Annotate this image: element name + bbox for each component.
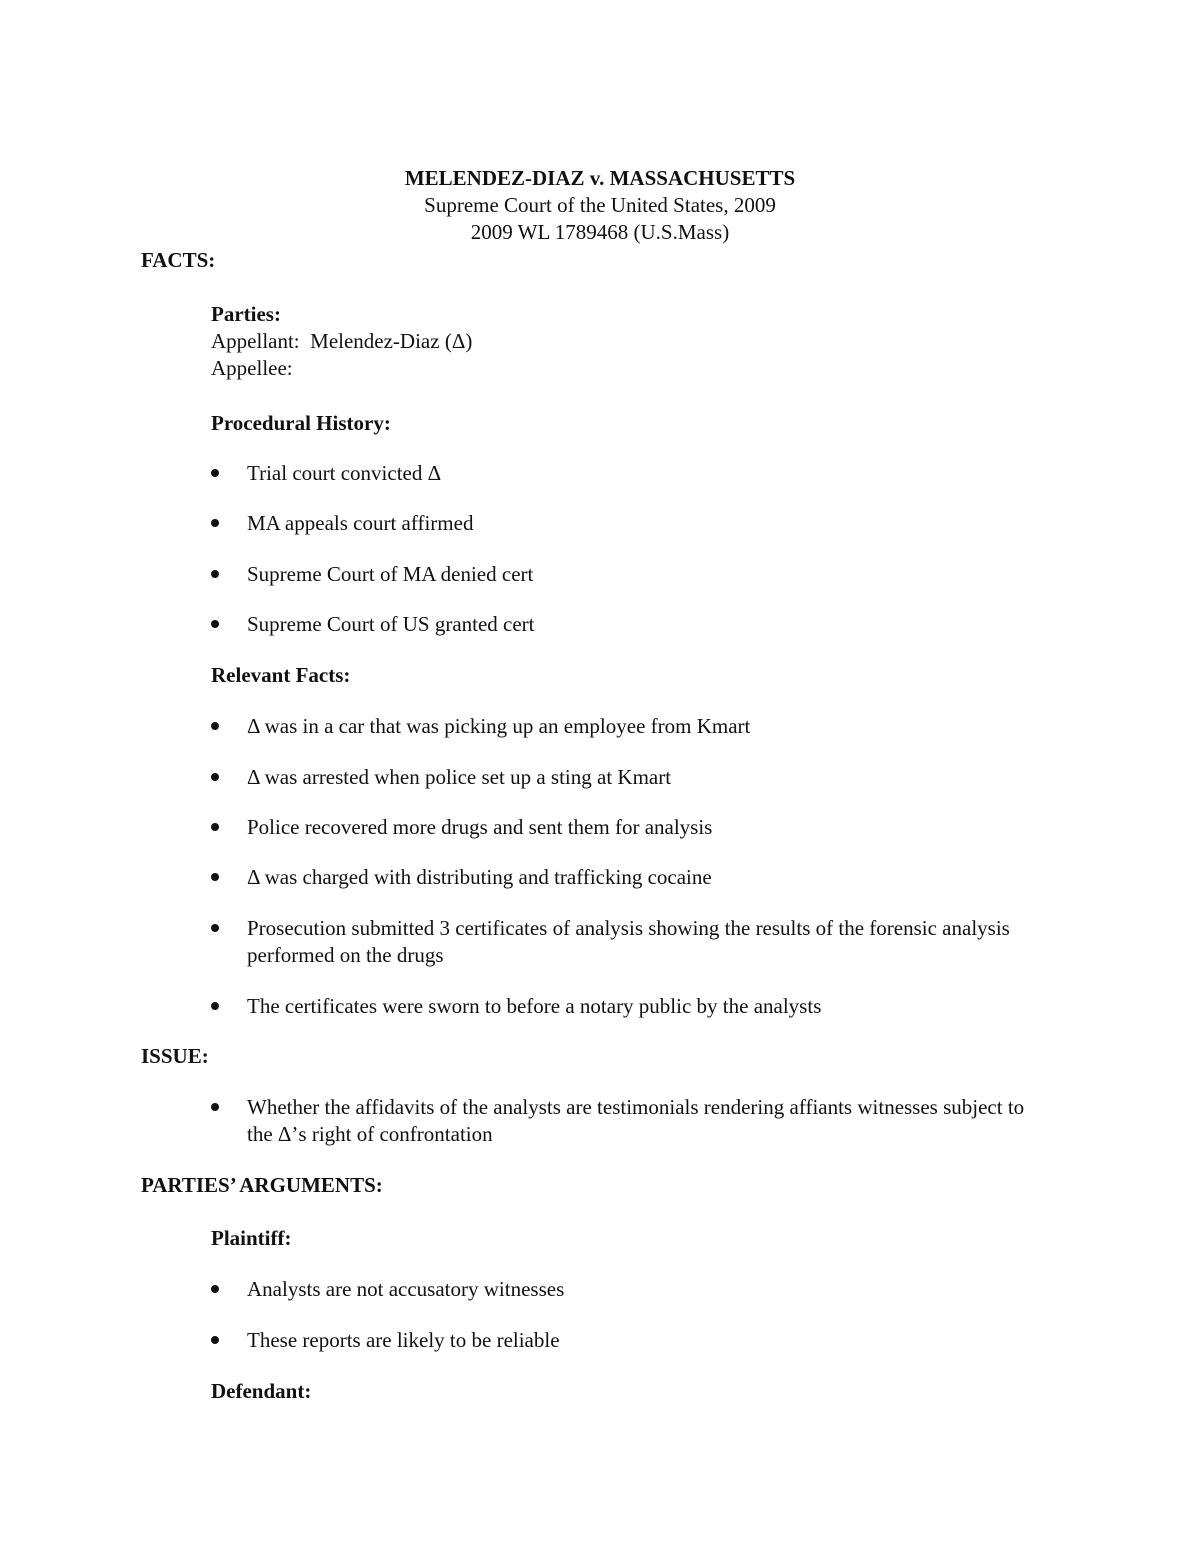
bullet-icon: [211, 519, 219, 527]
bullet-icon: [211, 773, 219, 781]
list-item: Supreme Court of US granted cert: [211, 611, 1041, 638]
bullet-icon: [211, 873, 219, 881]
parties-heading: Parties:: [211, 302, 281, 326]
list-item: MA appeals court affirmed: [211, 510, 1041, 537]
list-item: Trial court convicted Δ: [211, 460, 1041, 487]
list-item: Δ was arrested when police set up a sting at Kmart: [211, 764, 1041, 791]
defendant-heading: Defendant:: [211, 1379, 312, 1403]
arguments-heading: PARTIES’ ARGUMENTS:: [141, 1173, 383, 1197]
case-header: [0, 165, 1200, 246]
bullet-icon: [211, 1285, 219, 1293]
list-item: Δ was in a car that was picking up an employee from Kmart: [211, 713, 1041, 740]
bullet-icon: [211, 924, 219, 932]
bullet-icon: [211, 1336, 219, 1344]
bullet-icon: [211, 469, 219, 477]
bullet-icon: [211, 1002, 219, 1010]
citation-line: 2009 WL 1789468 (U.S.Mass): [470, 220, 730, 244]
appellee-line: Appellee:: [211, 356, 293, 380]
list-item: Δ was charged with distributing and trafficking cocaine: [211, 864, 1041, 891]
list-item: Analysts are not accusatory witnesses: [211, 1276, 1041, 1303]
appellant-line: Appellant: Melendez-Diaz (Δ): [211, 329, 473, 353]
bullet-icon: [211, 722, 219, 730]
list-item: These reports are likely to be reliable: [211, 1327, 1041, 1354]
procedural-history-heading: Procedural History:: [211, 411, 391, 435]
case-title: MELENDEZ-DIAZ v. MASSACHUSETTS: [404, 166, 796, 190]
issue-heading: ISSUE:: [141, 1044, 209, 1068]
bullet-icon: [211, 1103, 219, 1111]
plaintiff-heading: Plaintiff:: [211, 1226, 292, 1250]
relevant-facts-heading: Relevant Facts:: [211, 663, 351, 687]
list-item: Whether the affidavits of the analysts are testimonials rendering affiants witnesses subject to the Δ’s right of confrontation: [211, 1094, 1041, 1148]
bullet-icon: [211, 823, 219, 831]
bullet-icon: [211, 570, 219, 578]
bullet-icon: [211, 620, 219, 628]
facts-heading: FACTS:: [141, 248, 216, 272]
court-line: Supreme Court of the United States, 2009: [424, 193, 776, 217]
list-item: Prosecution submitted 3 certificates of analysis showing the results of the forensic analysis performed on the drugs: [211, 915, 1041, 969]
list-item: The certificates were sworn to before a notary public by the analysts: [211, 993, 1041, 1020]
list-item: Supreme Court of MA denied cert: [211, 561, 1041, 588]
list-item: Police recovered more drugs and sent them for analysis: [211, 814, 1041, 841]
